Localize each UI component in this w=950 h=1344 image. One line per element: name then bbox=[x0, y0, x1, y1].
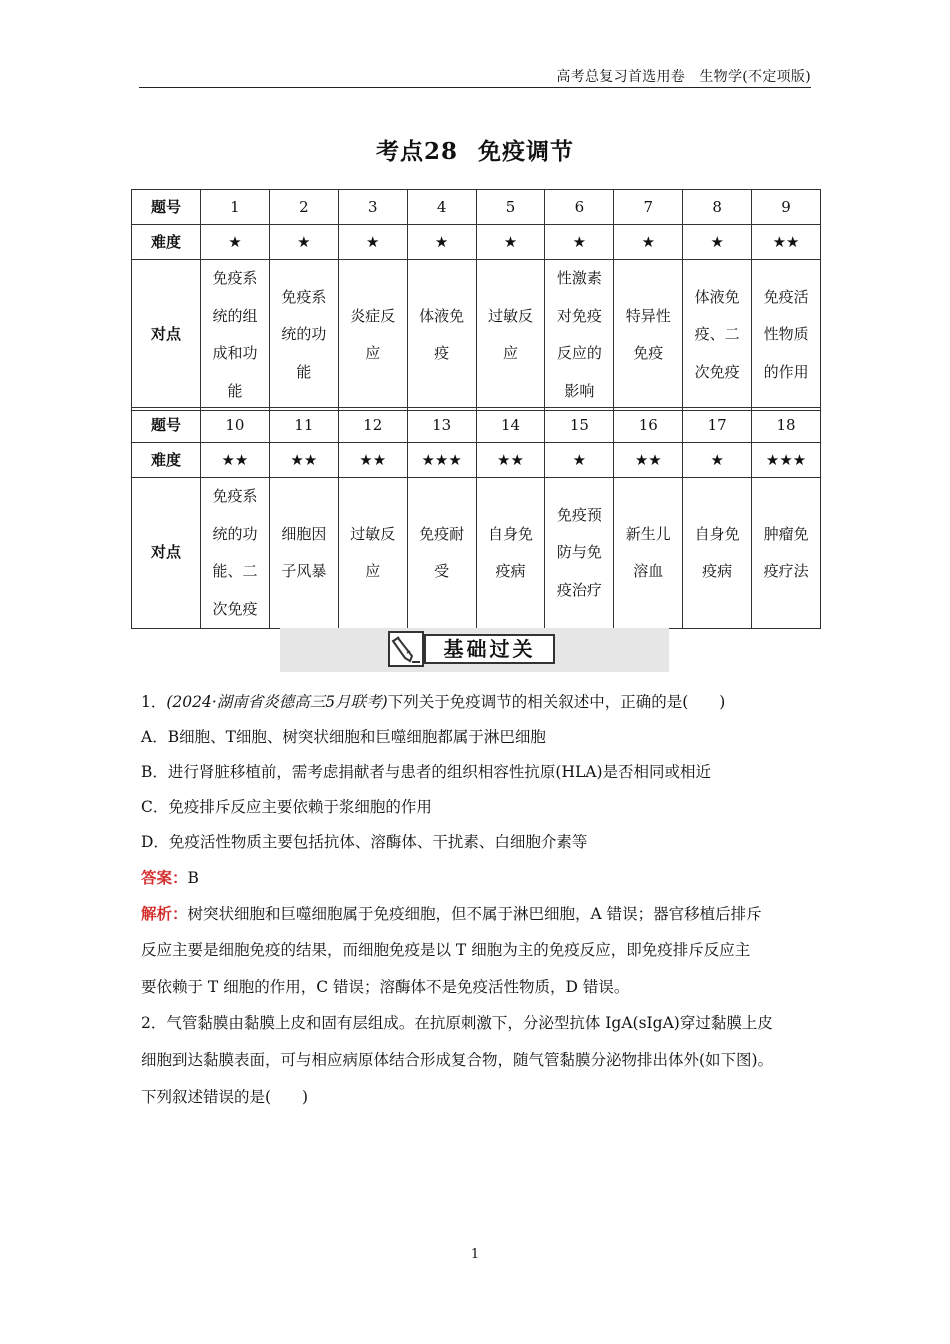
topic-cell bbox=[614, 478, 683, 629]
topic-line: 子风暴 bbox=[281, 562, 327, 580]
topic-line: 统的功 bbox=[281, 325, 327, 344]
difficulty-cell: ★★ bbox=[752, 225, 821, 260]
label-cell: 难度 bbox=[132, 225, 201, 260]
topic-line: 应 bbox=[365, 344, 381, 362]
topic-line: 免疫 bbox=[633, 344, 664, 362]
question-number-cell: 5 bbox=[476, 190, 545, 225]
topic-line: 免疫耐 bbox=[419, 524, 465, 543]
question-2-line-2: 细胞到达黏膜表面，可与相应病原体结合形成复合物，随气管黏膜分泌物排出体外(如下图)。 bbox=[141, 1051, 774, 1069]
label-cell: 题号 bbox=[132, 408, 201, 443]
topic-cell bbox=[476, 260, 545, 411]
topic-line: 细胞因 bbox=[281, 524, 327, 543]
topic-line: 应 bbox=[365, 562, 381, 580]
topic-line: 疫病 bbox=[495, 562, 526, 580]
analysis-line-1 bbox=[141, 902, 762, 924]
option-c: C．免疫排斥反应主要依赖于浆细胞的作用 bbox=[141, 798, 432, 816]
table-row-points bbox=[132, 478, 821, 629]
topic-line: 溶血 bbox=[633, 562, 664, 580]
question-number-cell: 2 bbox=[269, 190, 338, 225]
difficulty-cell: ★★★ bbox=[407, 443, 476, 478]
section-title: 基础过关 bbox=[424, 634, 555, 664]
difficulty-cell: ★★ bbox=[269, 443, 338, 478]
topic-cell bbox=[545, 478, 614, 629]
label-cell: 对点 bbox=[132, 478, 201, 629]
question-2-line-1: 2．气管黏膜由黏膜上皮和固有层组成。在抗原刺激下，分泌型抗体 IgA(sIgA)穿过黏膜上皮 bbox=[141, 1014, 773, 1032]
topic-line: 疫疗法 bbox=[763, 562, 809, 580]
question-number-cell: 4 bbox=[407, 190, 476, 225]
topic-line: 统的功 bbox=[212, 524, 258, 543]
topic-line: 特异性 bbox=[625, 306, 671, 325]
table-row-numbers bbox=[132, 190, 821, 225]
topic-line: 受 bbox=[434, 562, 450, 580]
question-number-cell: 7 bbox=[614, 190, 683, 225]
question-number-cell: 14 bbox=[476, 408, 545, 443]
question-number-cell: 12 bbox=[338, 408, 407, 443]
topic-line: 性物质 bbox=[763, 325, 809, 344]
title-name: 免疫调节 bbox=[478, 138, 574, 165]
answer-label: 答案： bbox=[141, 868, 188, 887]
topic-line: 免疫活 bbox=[763, 287, 809, 306]
question-1-stem bbox=[141, 690, 725, 712]
label-cell: 题号 bbox=[132, 190, 201, 225]
pencil-icon bbox=[388, 631, 424, 667]
topic-line: 疫 bbox=[434, 344, 450, 362]
topic-line: 免疫系 bbox=[212, 269, 258, 287]
topic-line: 影响 bbox=[564, 381, 595, 400]
section-banner-badge bbox=[388, 631, 559, 667]
difficulty-cell: ★ bbox=[201, 225, 270, 260]
page-title bbox=[0, 133, 950, 166]
question-number-cell: 11 bbox=[269, 408, 338, 443]
section-banner bbox=[280, 628, 669, 672]
topic-cell bbox=[614, 260, 683, 411]
analysis-line-3: 要依赖于 T 细胞的作用，C 错误；溶酶体不是免疫活性物质，D 错误。 bbox=[141, 978, 630, 996]
topic-cell bbox=[269, 478, 338, 629]
analysis-label: 解析： bbox=[141, 904, 188, 923]
topic-line: 免疫系 bbox=[281, 287, 327, 306]
topic-line: 成和功 bbox=[212, 344, 258, 362]
title-number: 28 bbox=[423, 138, 458, 165]
table-row-points bbox=[132, 260, 821, 411]
difficulty-cell: ★ bbox=[614, 225, 683, 260]
label-cell: 难度 bbox=[132, 443, 201, 478]
topic-cell bbox=[201, 260, 270, 411]
topic-cell bbox=[683, 260, 752, 411]
question-number-cell: 17 bbox=[683, 408, 752, 443]
option-d: D．免疫活性物质主要包括抗体、溶酶体、干扰素、白细胞介素等 bbox=[141, 833, 588, 851]
topic-line: 免疫预 bbox=[556, 505, 602, 524]
topic-cell bbox=[338, 478, 407, 629]
topic-line: 自身免 bbox=[694, 524, 740, 543]
question-number-cell: 1 bbox=[201, 190, 270, 225]
question-number-cell: 8 bbox=[683, 190, 752, 225]
difficulty-cell: ★ bbox=[545, 443, 614, 478]
topic-line: 免疫系 bbox=[212, 487, 258, 505]
topic-cell bbox=[407, 478, 476, 629]
topic-cell bbox=[683, 478, 752, 629]
question-text: 下列关于免疫调节的相关叙述中，正确的是( ) bbox=[387, 693, 726, 711]
topic-line: 过敏反 bbox=[488, 306, 534, 325]
title-prefix bbox=[376, 138, 458, 165]
topic-cell bbox=[269, 260, 338, 411]
analysis-text: 树突状细胞和巨噬细胞属于免疫细胞，但不属于淋巴细胞，A 错误；器官移植后排斥 bbox=[187, 905, 762, 923]
topic-line: 对免疫 bbox=[556, 306, 602, 325]
difficulty-cell: ★ bbox=[683, 443, 752, 478]
topic-line: 疫治疗 bbox=[556, 580, 602, 599]
question-number: 1． bbox=[141, 693, 167, 711]
topic-line: 反应的 bbox=[556, 344, 602, 362]
topic-line: 统的组 bbox=[212, 306, 258, 325]
topic-line: 疫病 bbox=[702, 562, 733, 580]
question-number-cell: 9 bbox=[752, 190, 821, 225]
difficulty-cell: ★★ bbox=[201, 443, 270, 478]
topic-line: 能 bbox=[296, 362, 312, 381]
label-cell: 对点 bbox=[132, 260, 201, 411]
difficulty-table-1 bbox=[131, 189, 821, 411]
topic-cell bbox=[545, 260, 614, 411]
topic-line: 体液免 bbox=[419, 306, 465, 325]
question-number-cell: 16 bbox=[614, 408, 683, 443]
page-header: 高考总复习首选用卷 生物学(不定项版) bbox=[556, 69, 811, 85]
question-number-cell: 3 bbox=[338, 190, 407, 225]
question-number-cell: 10 bbox=[201, 408, 270, 443]
answer-value: B bbox=[187, 869, 199, 887]
topic-line: 性激素 bbox=[556, 269, 602, 287]
topic-cell bbox=[476, 478, 545, 629]
topic-line: 防与免 bbox=[556, 543, 602, 562]
question-number-cell: 6 bbox=[545, 190, 614, 225]
difficulty-cell: ★ bbox=[407, 225, 476, 260]
topic-line: 应 bbox=[503, 344, 519, 362]
topic-line: 疫、二 bbox=[694, 325, 740, 344]
option-a: A．B细胞、T细胞、树突状细胞和巨噬细胞都属于淋巴细胞 bbox=[141, 728, 546, 746]
topic-line: 炎症反 bbox=[350, 306, 396, 325]
difficulty-cell: ★★ bbox=[614, 443, 683, 478]
difficulty-cell: ★ bbox=[476, 225, 545, 260]
difficulty-table-2 bbox=[131, 407, 821, 629]
difficulty-cell: ★ bbox=[338, 225, 407, 260]
topic-line: 新生儿 bbox=[625, 524, 671, 543]
topic-line: 能 bbox=[227, 381, 243, 400]
topic-line: 的作用 bbox=[763, 362, 809, 381]
answer-line bbox=[141, 866, 199, 888]
topic-line: 次免疫 bbox=[212, 599, 258, 618]
analysis-line-2: 反应主要是细胞免疫的结果，而细胞免疫是以 T 细胞为主的免疫反应，即免疫排斥反应主 bbox=[141, 941, 751, 959]
difficulty-cell: ★ bbox=[683, 225, 752, 260]
topic-line: 次免疫 bbox=[694, 362, 740, 381]
topic-cell bbox=[201, 478, 270, 629]
topic-line: 能、二 bbox=[212, 562, 258, 580]
difficulty-cell: ★★★ bbox=[752, 443, 821, 478]
table-row-difficulty bbox=[132, 225, 821, 260]
question-number-cell: 15 bbox=[545, 408, 614, 443]
table-row-difficulty bbox=[132, 443, 821, 478]
topic-cell bbox=[338, 260, 407, 411]
header-divider bbox=[139, 87, 811, 88]
difficulty-cell: ★★ bbox=[338, 443, 407, 478]
difficulty-cell: ★★ bbox=[476, 443, 545, 478]
topic-line: 体液免 bbox=[694, 287, 740, 306]
title-prefix-text: 考点 bbox=[375, 138, 424, 165]
topic-cell bbox=[752, 260, 821, 411]
page-number: 1 bbox=[470, 1247, 480, 1262]
topic-cell bbox=[407, 260, 476, 411]
question-source: (2024·湖南省炎德高三5月联考) bbox=[166, 693, 388, 711]
topic-cell bbox=[752, 478, 821, 629]
topic-line: 过敏反 bbox=[350, 524, 396, 543]
topic-line: 自身免 bbox=[488, 524, 534, 543]
option-b: B．进行肾脏移植前，需考虑捐献者与患者的组织相容性抗原(HLA)是否相同或相近 bbox=[141, 763, 711, 781]
question-number-cell: 13 bbox=[407, 408, 476, 443]
question-2-line-3: 下列叙述错误的是( ) bbox=[141, 1088, 309, 1106]
table-row-numbers bbox=[132, 408, 821, 443]
difficulty-cell: ★ bbox=[269, 225, 338, 260]
difficulty-cell: ★ bbox=[545, 225, 614, 260]
question-number-cell: 18 bbox=[752, 408, 821, 443]
topic-line: 肿瘤免 bbox=[763, 524, 809, 543]
